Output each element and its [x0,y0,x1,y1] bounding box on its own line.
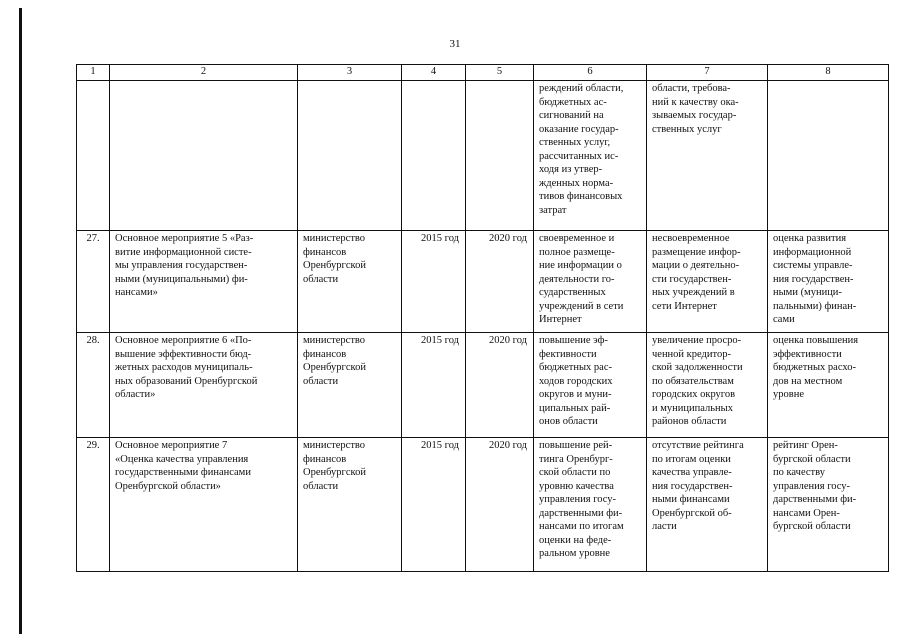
cell-text-line: ципальных рай- [539,402,611,414]
cell-text-line: бюджетных расхо- [773,362,856,373]
cell-text-line: районов области [652,416,727,427]
cell-text-line: области [303,375,339,387]
cell-text-line: бургской области [773,521,851,532]
column-header: 8 [768,65,889,81]
cell-activity [110,81,298,231]
cell-text-line: повышение рей- [539,440,613,451]
cell-text-line: мации о деятельно- [652,260,740,271]
cell-text-line: министерство [303,335,366,346]
cell-text-line: ласти [652,521,677,532]
cell-text-line: размещение инфор- [652,246,741,258]
cell-text-line: Интернет [539,314,582,325]
cell-text-line: ходя из утвер- [539,164,603,175]
cell-text-line: фективности [539,348,597,360]
left-margin-bar [19,8,22,634]
cell-text-line: онов области [539,416,598,427]
cell-activity [110,231,298,333]
cell-text-line: управления госу- [773,480,851,492]
cell-text-line: ных учреждений в [652,287,735,298]
cell-expected-result [534,438,647,572]
cell-activity [110,333,298,438]
cell-text-line: тинга Оренбург- [539,453,613,465]
cell-text-line: эффективности [773,348,842,360]
cell-executor [298,333,402,438]
cell-text-line: учреждений в сети [539,300,624,312]
table-row [77,231,889,333]
cell-consequences [647,333,768,438]
cell-num [77,81,110,231]
cell-text-line: оказание государ- [539,123,619,135]
cell-text-line: ных образований Оренбургской [115,375,258,387]
cell-end: 2020 год [466,231,534,333]
cell-text-line: ственных услуг, [539,137,611,148]
cell-text-line: по качеству [773,467,825,478]
cell-text-line: информационной [773,246,852,258]
cell-text-line: затрат [539,204,567,216]
column-header: 7 [647,65,768,81]
cell-text-line: уровню качества [539,480,614,492]
cell-expected-result [534,231,647,333]
cell-indicator [768,438,889,572]
cell-text-line: бюджетных ас- [539,96,607,108]
cell-text-line: сударственных [539,287,606,298]
cell-text-line: пальными) финан- [773,300,857,312]
cell-text-line: Основное мероприятие 7 [115,440,228,451]
cell-text-line: уровне [773,389,804,400]
cell-end: 2020 год [466,438,534,572]
cell-text-line: по итогам оценки [652,453,731,465]
cell-executor [298,81,402,231]
cell-text-line: области, требова- [652,83,731,94]
cell-expected-result [534,81,647,231]
cell-text-line: сети Интернет [652,300,717,312]
cell-text-line: Оренбургской об- [652,507,732,519]
cell-text-line: ния государствен- [652,480,733,492]
cell-start: 2015 год [402,438,466,572]
cell-text-line: области [303,480,339,492]
cell-text-line: дов на местном [773,375,843,387]
cell-text-line: системы управле- [773,260,853,271]
cell-text-line: качества управле- [652,467,732,478]
cell-text-line: нансами Орен- [773,507,840,519]
cell-consequences [647,81,768,231]
cell-text-line: министерство [303,440,366,451]
cell-text-line: ний к качеству ока- [652,96,739,108]
cell-text-line: жденных норма- [539,177,614,189]
cell-indicator [768,81,889,231]
cell-end [466,81,534,231]
cell-text-line: повышение эф- [539,335,608,346]
cell-text-line: ской задолженности [652,362,743,373]
cell-activity [110,438,298,572]
cell-text-line: рейтинг Орен- [773,440,838,451]
cell-end: 2020 год [466,333,534,438]
cell-consequences [647,231,768,333]
cell-text-line: бургской области [773,453,851,465]
cell-text-line: финансов [303,246,347,258]
cell-text-line: ние информации о [539,260,622,271]
cell-text-line: дарственными фи- [539,507,623,519]
cell-expected-result [534,333,647,438]
cell-start: 2015 год [402,231,466,333]
cell-text-line: нансами по итогам [539,521,624,532]
cell-text-line: ными финансами [652,494,730,505]
cell-text-line: округов и муни- [539,389,612,400]
cell-text-line: ской области по [539,467,611,478]
cell-text-line: области» [115,389,156,400]
cell-text-line: ния государствен- [773,273,854,285]
column-header: 4 [402,65,466,81]
column-header: 3 [298,65,402,81]
cell-text-line: Оренбургской [303,467,366,478]
column-header: 5 [466,65,534,81]
cell-text-line: по обязательствам [652,375,734,387]
cell-text-line: отсутствие рейтинга [652,440,744,451]
column-number-row [77,65,889,81]
cell-text-line: сами [773,314,795,325]
cell-text-line: рассчитанных ис- [539,150,619,162]
cell-text-line: ходов городских [539,375,613,387]
program-table [76,64,889,572]
cell-text-line: «Оценка качества управления [115,453,249,465]
cell-text-line: реждений области, [539,83,624,94]
cell-text-line: ными (муниципальными) фи- [115,273,248,285]
cell-text-line: увеличение просро- [652,335,742,346]
cell-text-line: оценка развития [773,233,847,244]
cell-text-line: вышение эффективности бюд- [115,348,252,360]
cell-text-line: области [303,273,339,285]
cell-start: 2015 год [402,333,466,438]
cell-indicator [768,333,889,438]
column-header: 6 [534,65,647,81]
column-header: 2 [110,65,298,81]
cell-text-line: ченной кредитор- [652,348,731,360]
cell-text-line: несвоевременное [652,233,730,244]
cell-text-line: и муниципальных [652,402,733,414]
cell-text-line: министерство [303,233,366,244]
cell-text-line: нансами» [115,287,158,298]
cell-indicator [768,231,889,333]
cell-text-line: полное размеще- [539,246,615,258]
cell-text-line: ральном уровне [539,548,610,559]
cell-text-line: оценки на феде- [539,534,612,546]
cell-text-line: бюджетных рас- [539,362,612,373]
cell-consequences [647,438,768,572]
cell-text-line: Основное мероприятие 5 «Раз- [115,233,254,244]
page-number: 31 [449,38,461,50]
table-row-continued [77,81,889,231]
cell-text-line: ными (муници- [773,287,842,298]
cell-text-line: управления госу- [539,494,617,505]
cell-text-line: дарственными фи- [773,494,857,505]
table-row [77,438,889,572]
cell-executor [298,438,402,572]
table-row [77,333,889,438]
cell-text-line: Основное мероприятие 6 «По- [115,335,252,346]
cell-text-line: Оренбургской [303,362,366,373]
cell-text-line: Оренбургской [303,260,366,271]
cell-num: 28. [77,333,110,438]
cell-text-line: своевременное и [539,233,615,244]
cell-text-line: зываемых государ- [652,110,737,121]
cell-text-line: оценка повышения [773,335,859,346]
cell-start [402,81,466,231]
cell-text-line: витие информационной систе- [115,246,252,258]
cell-executor [298,231,402,333]
cell-text-line: финансов [303,348,347,360]
cell-text-line: государственными финансами [115,467,251,478]
cell-text-line: деятельности го- [539,273,615,285]
column-header: 1 [77,65,110,81]
cell-text-line: финансов [303,453,347,465]
cell-text-line: Оренбургской области» [115,480,221,492]
cell-text-line: сти государствен- [652,273,732,285]
cell-text-line: мы управления государствен- [115,260,248,271]
cell-text-line: ственных услуг [652,123,722,135]
cell-text-line: тивов финансовых [539,191,623,202]
cell-num: 29. [77,438,110,572]
cell-num: 27. [77,231,110,333]
cell-text-line: сигнований на [539,110,604,121]
cell-text-line: жетных расходов муниципаль- [115,362,253,373]
cell-text-line: городских округов [652,389,736,400]
